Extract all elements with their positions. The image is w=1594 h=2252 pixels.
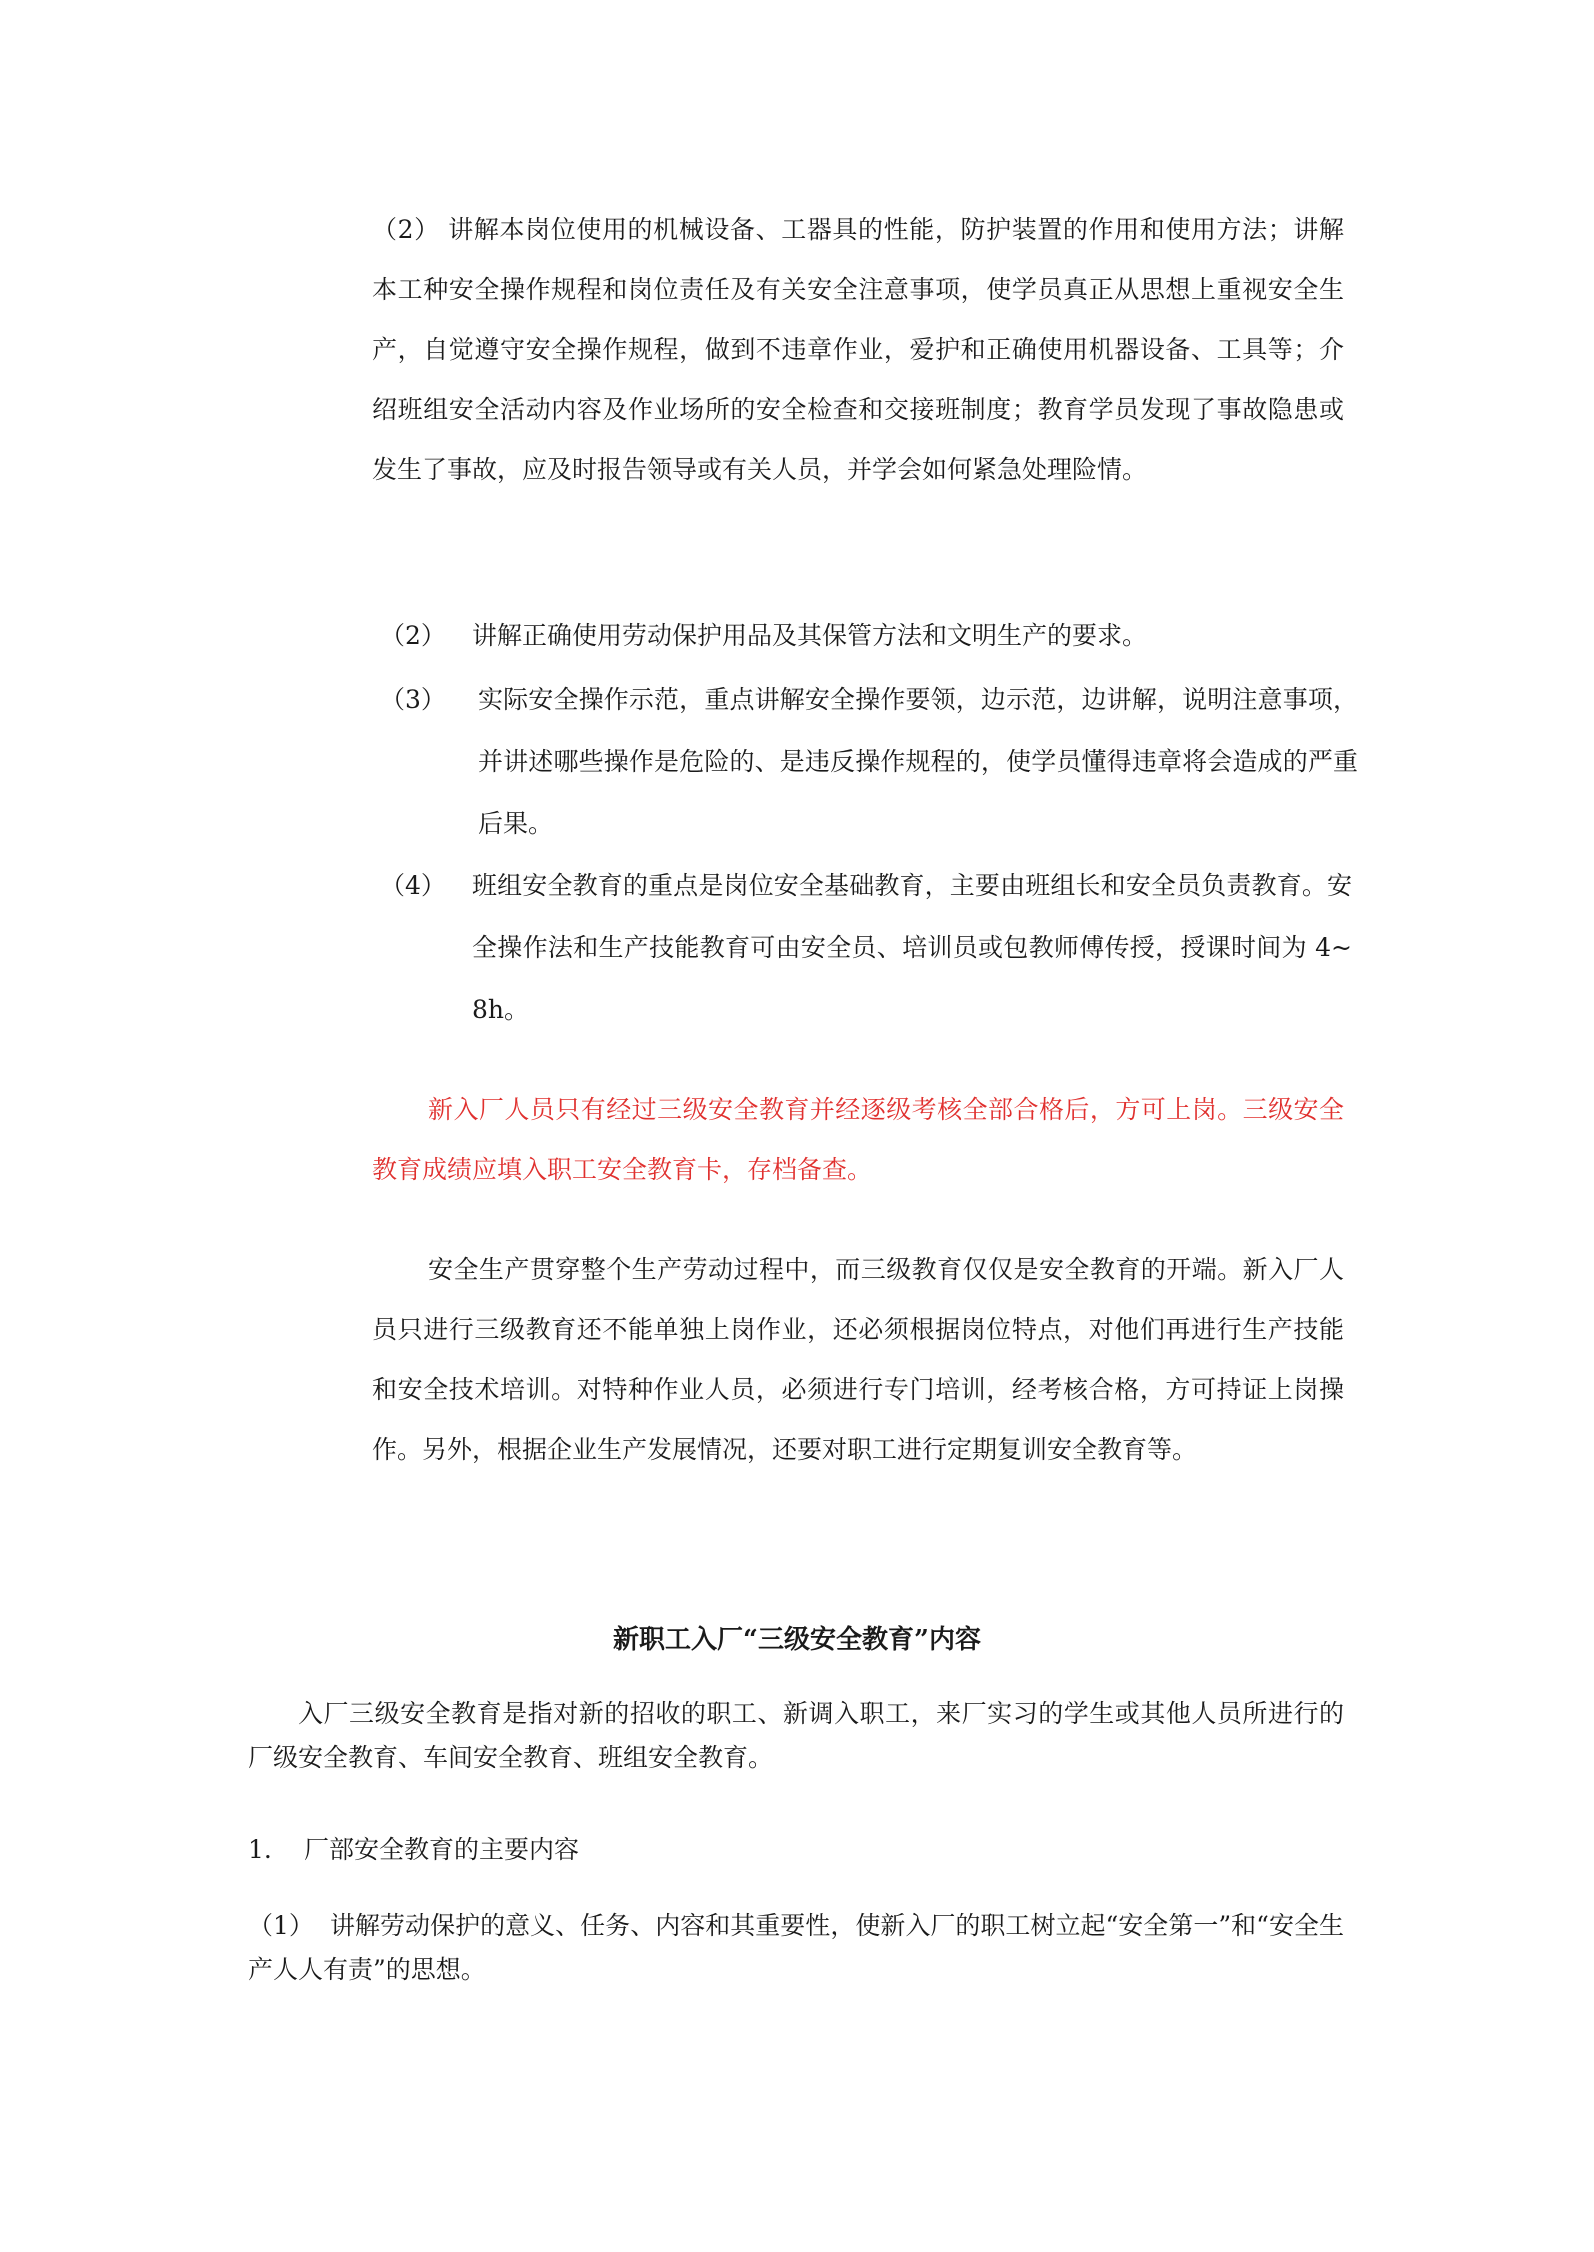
paragraph-post-duties: （2） 讲解本岗位使用的机械设备、工器具的性能，防护装置的作用和使用方法；讲解本工种安全操作规程和岗位责任及有关安全注意事项，使学员真正从思想上重视安全生产，自觉遵守安全操作规程，做到不违章作业，爱护和正确使用机器设备、工具等；介绍班组安全活动内容及作业场所的安全检查和交接班制度；教育学员发现了事故隐患或发生了事故，应及时报告领导或有关人员，并学会如何紧急处理险情。 bbox=[372, 215, 1344, 484]
list-item-4 bbox=[380, 855, 1352, 1041]
section-title: 新职工入厂“三级安全教育”内容 bbox=[613, 1625, 981, 1655]
list-item-number: （2） bbox=[380, 621, 446, 650]
subsection-title: 厂部安全教育的主要内容 bbox=[304, 1835, 580, 1864]
subsection-heading bbox=[248, 1830, 579, 1870]
subsection-item-1 bbox=[248, 1904, 1344, 1992]
list-item-2 bbox=[380, 605, 1352, 667]
subsection-item-text: 讲解劳动保护的意义、任务、内容和其重要性，使新入厂的职工树立起“安全第一”和“安全生产人人有责”的思想。 bbox=[248, 1911, 1344, 1984]
list-item-number: （4） bbox=[380, 871, 446, 900]
highlight-paragraph: 新入厂人员只有经过三级安全教育并经逐级考核全部合格后，方可上岗。三级安全教育成绩应填入职工安全教育卡，存档备查。 bbox=[372, 1095, 1344, 1184]
paragraph-ongoing-training: 安全生产贯穿整个生产劳动过程中，而三级教育仅仅是安全教育的开端。新入厂人员只进行三级教育还不能单独上岗作业，还必须根据岗位特点，对他们再进行生产技能和安全技术培训。对特种作业人员，必须进行专门培训，经考核合格，方可持证上岗操作。另外，根据企业生产发展情况，还要对职工进行定期复训安全教育等。 bbox=[372, 1255, 1344, 1464]
list-item-text: 班组安全教育的重点是岗位安全基础教育，主要由班组长和安全员负责教育。安全操作法和生产技能教育可由安全员、培训员或包教师傅传授，授课时间为 4~8h。 bbox=[472, 871, 1352, 1024]
list-item-3 bbox=[380, 669, 1358, 855]
list-item-text: 讲解正确使用劳动保护用品及其保管方法和文明生产的要求。 bbox=[472, 621, 1148, 650]
subsection-number: 1. bbox=[248, 1835, 272, 1864]
list-item-text: 实际安全操作示范，重点讲解安全操作要领，边示范，边讲解，说明注意事项，并讲述哪些操作是危险的、是违反操作规程的，使学员懂得违章将会造成的严重后果。 bbox=[478, 685, 1358, 838]
section-intro: 入厂三级安全教育是指对新的招收的职工、新调入职工，来厂实习的学生或其他人员所进行的厂级安全教育、车间安全教育、班组安全教育。 bbox=[248, 1699, 1344, 1772]
list-item-number: （3） bbox=[380, 685, 446, 714]
subsection-item-number: （1） bbox=[248, 1911, 314, 1940]
